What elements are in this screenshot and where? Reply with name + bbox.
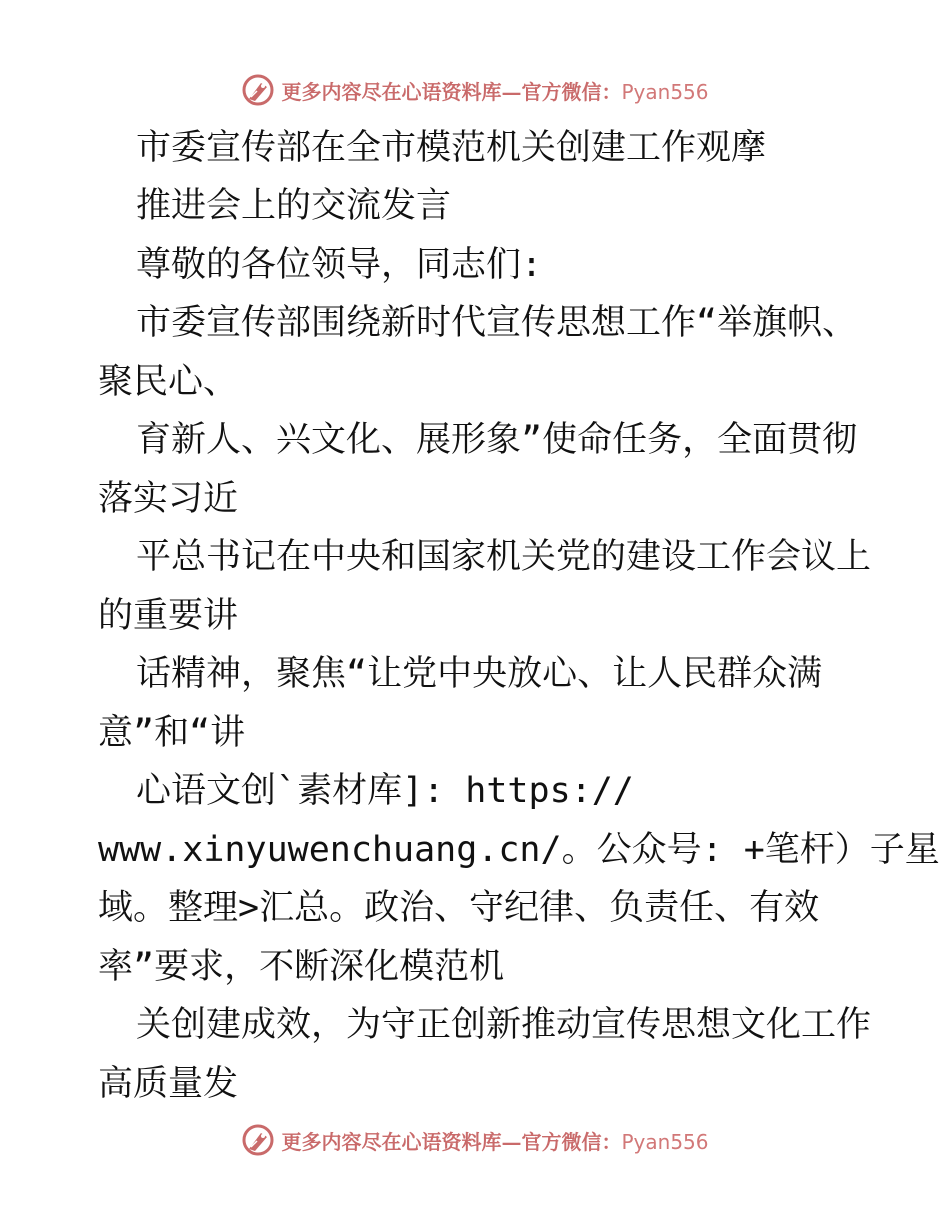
paragraph-line: 意”和“讲 (98, 713, 246, 753)
watermark-text (281, 1126, 708, 1155)
paragraph-line: 关创建成效，为守正创新推动宣传思想文化工作 (136, 1005, 872, 1045)
paragraph-line: 率”要求，不断深化模范机 (98, 947, 505, 987)
paragraph-line: www.xinyuwenchuang.cn/。公众号: +笔杆）子星 (98, 830, 940, 870)
paragraph-line: 落实习近 (98, 479, 239, 519)
paragraph-line: 心语文创`素材库]: https:// (136, 771, 634, 811)
paragraph-line: 市委宣传部围绕新时代宣传思想工作“举旗帜、 (136, 303, 858, 343)
document-title-line-1: 市委宣传部在全市模范机关创建工作观摩 (136, 128, 767, 168)
paragraph-line: 的重要讲 (98, 596, 239, 636)
paragraph-line: 聚民心、 (98, 362, 239, 402)
watermark-main-text: 更多内容尽在心语资料库—官方微信： (281, 79, 622, 104)
paragraph-line: 高质量发 (98, 1064, 239, 1104)
paragraph-line: 话精神，聚焦“让党中央放心、让人民群众满 (136, 654, 823, 694)
document-title-line-2: 推进会上的交流发言 (136, 186, 452, 226)
watermark-main-text: 更多内容尽在心语资料库—官方微信： (281, 1129, 622, 1154)
footer-watermark-banner (0, 1120, 950, 1160)
salutation-line: 尊敬的各位领导，同志们: (136, 245, 543, 285)
paragraph-line: 平总书记在中央和国家机关党的建设工作会议上 (136, 537, 872, 577)
paragraph-line: 域。整理>汇总。政治、守纪律、负责任、有效 (98, 888, 820, 928)
pen-nib-logo-icon (241, 1123, 275, 1157)
paragraph-line: 育新人、兴文化、展形象”使命任务，全面贯彻 (136, 420, 858, 460)
watermark-handle: Pyan556 (621, 1129, 709, 1154)
watermark-handle: Pyan556 (621, 79, 709, 104)
